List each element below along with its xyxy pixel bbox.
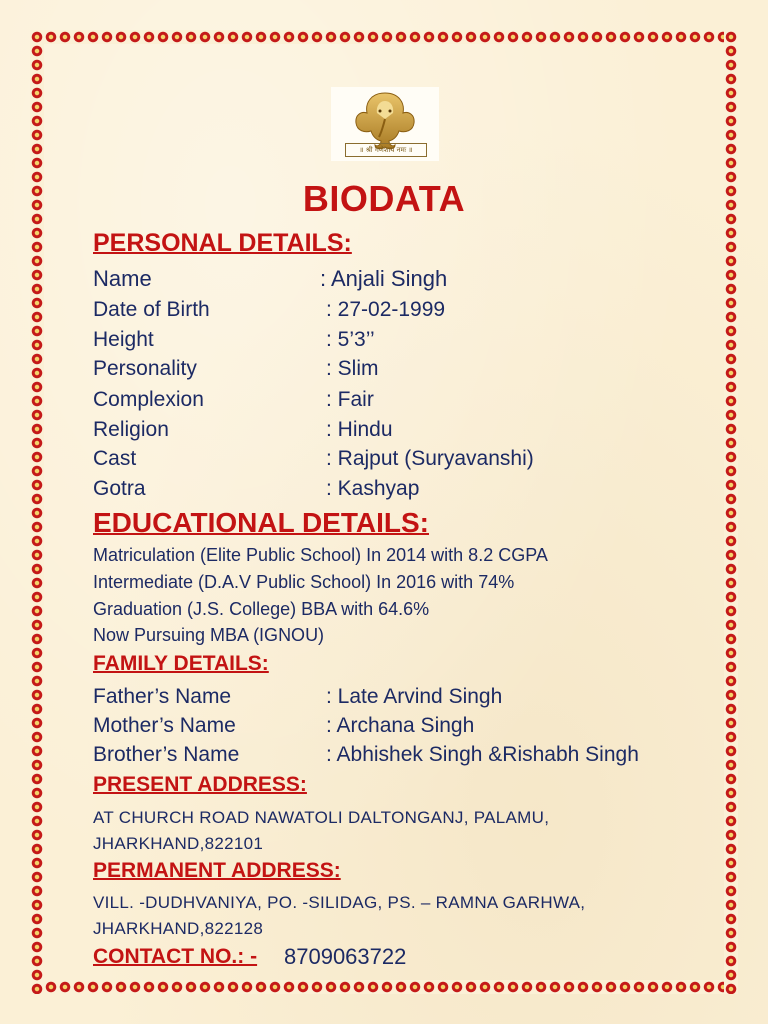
personal-row-label: Religion bbox=[93, 418, 169, 441]
contact-heading: CONTACT NO.: - bbox=[93, 945, 258, 968]
personal-details-heading: PERSONAL DETAILS: bbox=[93, 229, 352, 257]
personal-row-value: : Fair bbox=[326, 388, 374, 411]
family-row-label: Father’s Name bbox=[93, 685, 232, 708]
decorative-border-left bbox=[30, 30, 44, 994]
present-address-line: JHARKHAND,822101 bbox=[93, 834, 264, 853]
decorative-border-top bbox=[30, 30, 738, 44]
ganesha-emblem bbox=[331, 87, 439, 161]
personal-row-value: : 5’3’’ bbox=[326, 328, 375, 351]
family-row-label: Mother’s Name bbox=[93, 714, 236, 737]
personal-row-label: Complexion bbox=[93, 388, 204, 411]
family-details-heading: FAMILY DETAILS: bbox=[93, 652, 269, 675]
emblem-caption: ॥ श्री गणेशाय नमः ॥ bbox=[345, 143, 427, 157]
education-line: Matriculation (Elite Public School) In 2014 with 8.2 CGPA bbox=[93, 545, 548, 565]
personal-row-label: Date of Birth bbox=[93, 298, 210, 321]
decorative-border-right bbox=[724, 30, 738, 994]
permanent-address-line: VILL. -DUDHVANIYA, PO. -SILIDAG, PS. – RAMNA GARHWA, bbox=[93, 893, 586, 912]
personal-row-value: : Kashyap bbox=[326, 477, 420, 500]
family-row-value: : Late Arvind Singh bbox=[326, 685, 503, 708]
family-row-value: : Abhishek Singh &Rishabh Singh bbox=[326, 743, 639, 766]
education-line: Intermediate (D.A.V Public School) In 2016 with 74% bbox=[93, 572, 515, 592]
permanent-address-heading: PERMANENT ADDRESS: bbox=[93, 859, 341, 882]
personal-row-label: Cast bbox=[93, 447, 137, 470]
educational-details-heading: EDUCATIONAL DETAILS: bbox=[93, 507, 429, 538]
present-address-line: AT CHURCH ROAD NAWATOLI DALTONGANJ, PALAMU, bbox=[93, 808, 550, 827]
permanent-address-line: JHARKHAND,822128 bbox=[93, 919, 264, 938]
personal-row-value: : Anjali Singh bbox=[320, 266, 448, 291]
education-line: Graduation (J.S. College) BBA with 64.6% bbox=[93, 599, 430, 619]
page-title: BIODATA bbox=[302, 178, 466, 219]
personal-row-value: : 27-02-1999 bbox=[326, 298, 446, 321]
personal-row-label: Personality bbox=[93, 357, 197, 380]
decorative-border-bottom bbox=[30, 980, 738, 994]
contact-number: 8709063722 bbox=[284, 944, 407, 969]
family-row-value: : Archana Singh bbox=[326, 714, 475, 737]
education-line: Now Pursuing MBA (IGNOU) bbox=[93, 625, 325, 645]
family-row-label: Brother’s Name bbox=[93, 743, 240, 766]
personal-row-value: : Rajput (Suryavanshi) bbox=[326, 447, 534, 470]
present-address-heading: PRESENT ADDRESS: bbox=[93, 773, 307, 796]
personal-row-label: Gotra bbox=[93, 477, 146, 500]
personal-row-label: Height bbox=[93, 328, 154, 351]
personal-row-value: : Slim bbox=[326, 357, 379, 380]
personal-row-value: : Hindu bbox=[326, 418, 393, 441]
personal-row-label: Name bbox=[93, 266, 152, 291]
